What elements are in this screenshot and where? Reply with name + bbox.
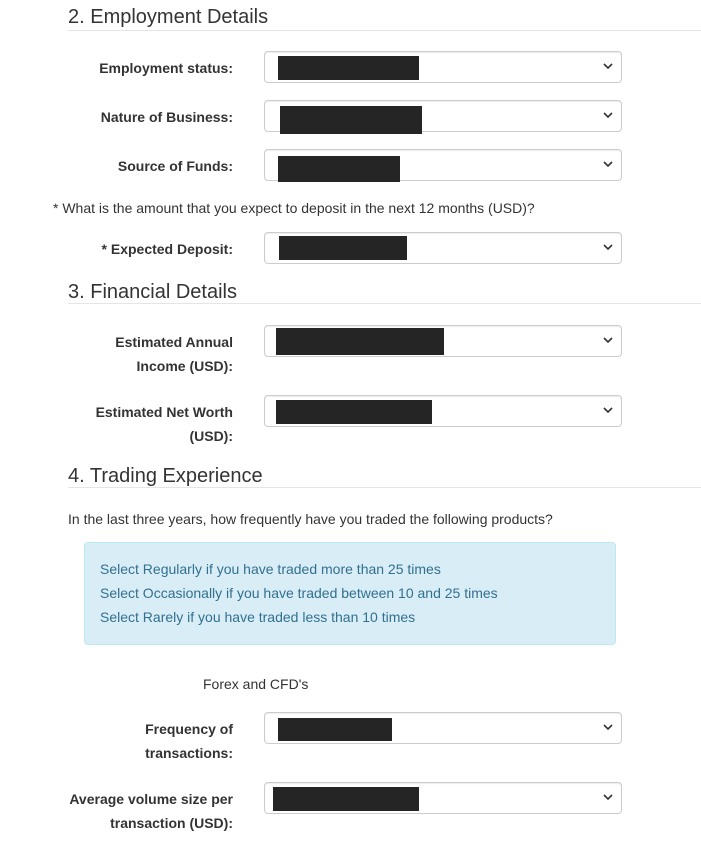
annual-income-label-line2: Income (USD): (136, 358, 233, 374)
info-line-rarely: Select Rarely if you have traded less than 10 times (100, 609, 416, 625)
avg-volume-select[interactable] (264, 782, 622, 814)
annual-income-label-line1: Estimated Annual (115, 334, 233, 350)
expected-deposit-question: * What is the amount that you expect to deposit in the next 12 months (USD)? (53, 200, 535, 216)
section-divider (68, 487, 701, 488)
frequency-label-line2: transactions: (145, 745, 233, 761)
expected-deposit-select[interactable] (264, 232, 622, 264)
info-line-occasionally: Select Occasionally if you have traded between 10 and 25 times (100, 585, 498, 601)
source-of-funds-select[interactable] (264, 149, 622, 181)
nature-of-business-label: Nature of Business: (100, 109, 233, 125)
redacted-value (273, 787, 419, 811)
avg-volume-label-line1: Average volume size per (69, 791, 233, 807)
chevron-down-icon (603, 110, 613, 120)
avg-volume-label-line2: transaction (USD): (110, 815, 233, 831)
section-divider (68, 30, 701, 31)
section-divider (68, 303, 701, 304)
chevron-down-icon (603, 792, 613, 802)
chevron-down-icon (603, 61, 613, 71)
redacted-value (278, 56, 419, 80)
redacted-value (276, 400, 432, 424)
redacted-value (280, 106, 422, 134)
annual-income-select[interactable] (264, 325, 622, 357)
redacted-value (278, 156, 400, 182)
frequency-label-line1: Frequency of (145, 721, 233, 737)
nature-of-business-select[interactable] (264, 100, 622, 132)
chevron-down-icon (603, 159, 613, 169)
chevron-down-icon (603, 335, 613, 345)
redacted-value (279, 236, 407, 260)
net-worth-select[interactable] (264, 395, 622, 427)
employment-status-select[interactable] (264, 51, 622, 83)
chevron-down-icon (603, 405, 613, 415)
redacted-value (276, 328, 444, 355)
chevron-down-icon (603, 242, 613, 252)
source-of-funds-label: Source of Funds: (117, 158, 233, 174)
expected-deposit-label: * Expected Deposit: (101, 241, 233, 257)
info-line-regularly: Select Regularly if you have traded more than 25 times (100, 561, 441, 577)
net-worth-label-line1: Estimated Net Worth (95, 404, 233, 420)
section-title-employment: 2. Employment Details (68, 6, 269, 28)
product-heading: Forex and CFD's (203, 676, 309, 692)
redacted-value (278, 718, 392, 741)
section-title-financial: 3. Financial Details (68, 281, 237, 303)
net-worth-label-line2: (USD): (189, 428, 233, 444)
employment-status-label: Employment status: (99, 60, 233, 76)
section-title-trading: 4. Trading Experience (68, 465, 263, 487)
trading-question: In the last three years, how frequently have you traded the following products? (68, 511, 553, 527)
frequency-info-box (84, 542, 616, 645)
chevron-down-icon (603, 722, 613, 732)
frequency-select[interactable] (264, 712, 622, 744)
